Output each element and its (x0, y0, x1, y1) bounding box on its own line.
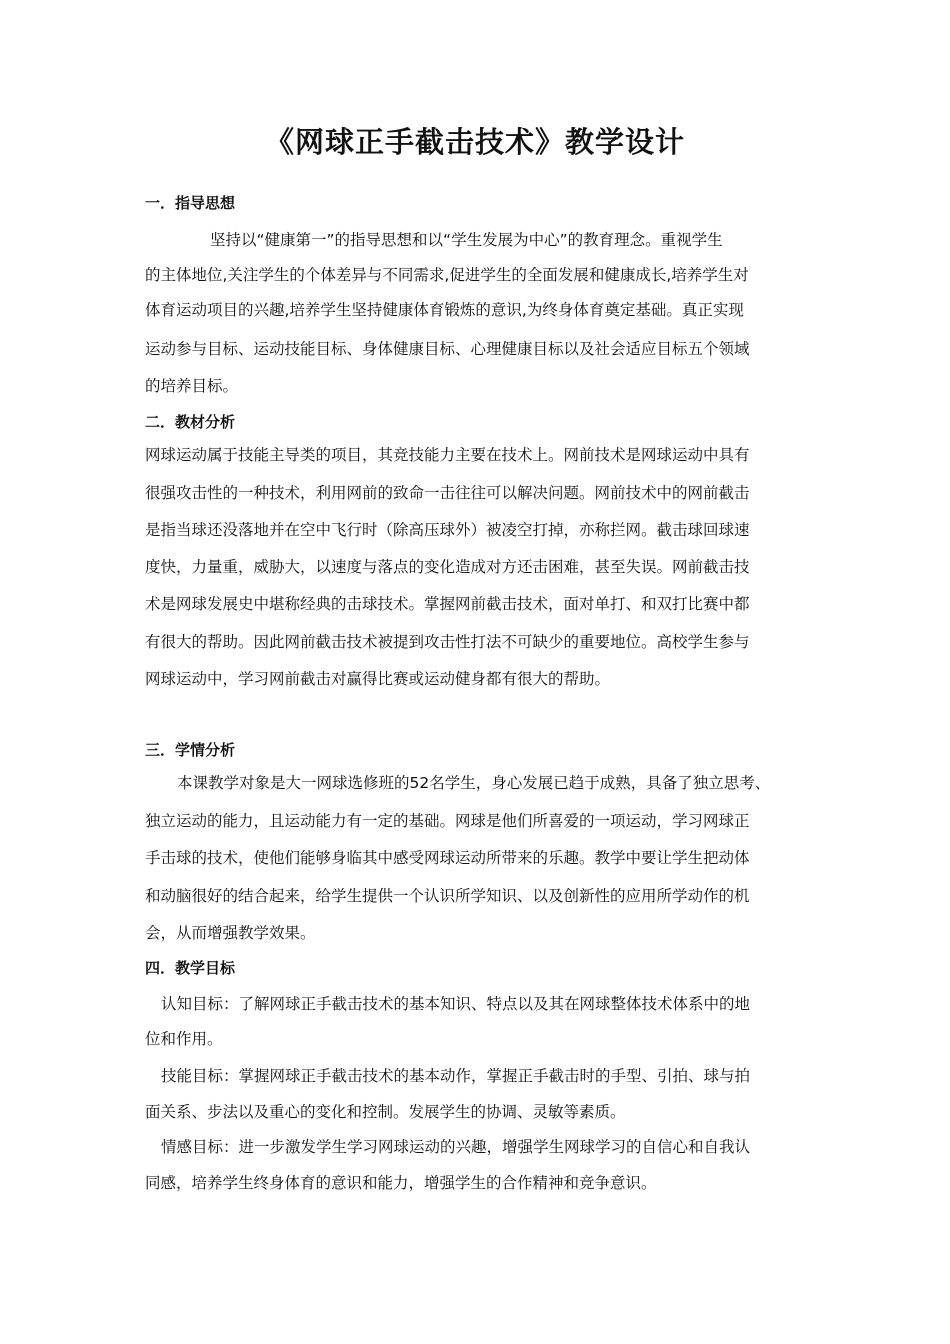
paragraph-line: 有很大的帮助。因此网前截击技术被提到攻击性打法不可缺少的重要地位。高校学生参与 (145, 633, 750, 651)
paragraph-line: 认知目标：了解网球正手截击技术的基本知识、特点以及其在网球整体技术体系中的地 (161, 995, 751, 1013)
paragraph-line: 情感目标：进一步激发学生学习网球运动的兴趣，增强学生网球学习的自信心和自我认 (161, 1138, 751, 1156)
paragraph-line: 网球运动属于技能主导类的项目，其竞技能力主要在技术上。网前技术是网球运动中具有 (145, 446, 750, 464)
document-title: 《网球正手截击技术》教学设计 (264, 125, 685, 159)
paragraph-line: 本课教学对象是大一网球选修班的52名学生，身心发展已趋于成熟，具备了独立思考、 (177, 774, 771, 792)
section-heading-guiding-ideology: 一．指导思想 (145, 194, 236, 212)
paragraph-line: 很强攻击性的一种技术，利用网前的致命一击往往可以解决问题。网前技术中的网前截击 (145, 484, 750, 502)
paragraph-line: 度快，力量重，威胁大，以速度与落点的变化造成对方还击困难，甚至失误。网前截击技 (145, 558, 750, 576)
paragraph-line: 术是网球发展史中堪称经典的击球技术。掌握网前截击技术，面对单打、和双打比赛中都 (145, 595, 750, 613)
paragraph-line: 独立运动的能力，且运动能力有一定的基础。网球是他们所喜爱的一项运动，学习网球正 (145, 812, 750, 830)
paragraph-line: 体育运动项目的兴趣,培养学生坚持健康体育锻炼的意识,为终身体育奠定基础。真正实现 (145, 301, 744, 319)
paragraph-line: 技能目标：掌握网球正手截击技术的基本动作，掌握正手截击时的手型、引拍、球与拍 (161, 1067, 751, 1085)
section-heading-material-analysis: 二．教材分析 (145, 413, 236, 431)
paragraph-line: 和动脑很好的结合起来，给学生提供一个认识所学知识、以及创新性的应用所学动作的机 (145, 887, 750, 905)
paragraph-line: 网球运动中，学习网前截击对赢得比赛或运动健身都有很大的帮助。 (145, 670, 611, 688)
paragraph-line: 是指当球还没落地并在空中飞行时（除高压球外）被凌空打掉，亦称拦网。截击球回球速 (145, 521, 750, 539)
paragraph-line: 的主体地位,关注学生的个体差异与不同需求,促进学生的全面发展和健康成长,培养学生对 (145, 266, 749, 284)
section-heading-learner-analysis: 三．学情分析 (145, 741, 236, 759)
paragraph-line: 的培养目标。 (145, 377, 239, 395)
section-heading-teaching-objectives: 四．教学目标 (145, 959, 236, 977)
paragraph-line: 会，从而增强教学效果。 (145, 924, 316, 942)
paragraph-line: 运动参与目标、运动技能目标、身体健康目标、心理健康目标以及社会适应目标五个领域 (145, 340, 750, 358)
paragraph-line: 手击球的技术，使他们能够身临其中感受网球运动所带来的乐趣。教学中要让学生把动体 (145, 849, 750, 867)
paragraph-line: 位和作用。 (145, 1030, 223, 1048)
paragraph-line: 坚持以“健康第一”的指导思想和以“学生发展为中心”的教育理念。重视学生 (210, 231, 723, 249)
paragraph-line: 面关系、步法以及重心的变化和控制。发展学生的协调、灵敏等素质。 (145, 1103, 626, 1121)
paragraph-line: 同感，培养学生终身体育的意识和能力，增强学生的合作精神和竞争意识。 (145, 1174, 657, 1192)
